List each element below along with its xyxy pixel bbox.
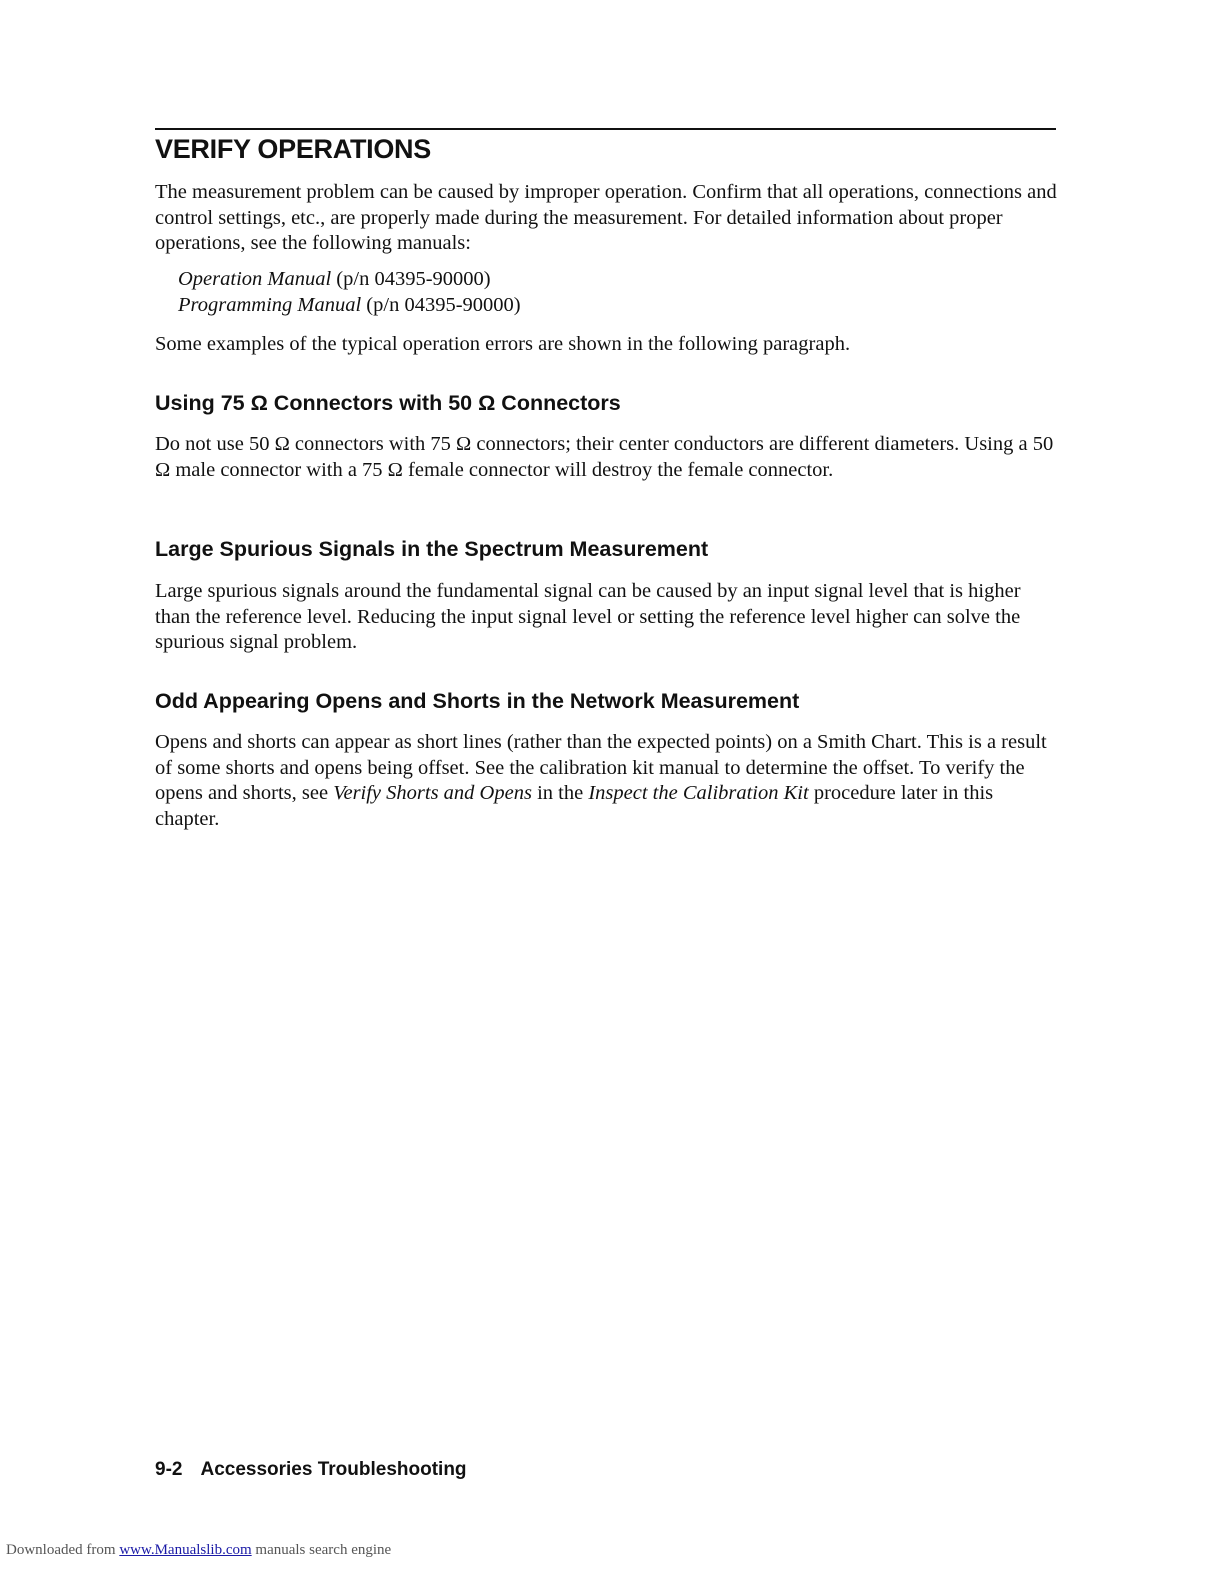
manual-part-number: (p/n 04395-90000) [336,268,491,290]
manual-part-number: (p/n 04395-90000) [366,293,521,316]
page-number: 9-2 [155,1459,183,1480]
body-text: in the [537,782,584,805]
manualslib-link[interactable]: www.Manualslib.com [119,1542,252,1558]
opens-shorts-paragraph [155,730,1060,833]
opens-shorts-heading: Odd Appearing Opens and Shorts in the Network Measurement [155,689,800,713]
spurious-heading: Large Spurious Signals in the Spectrum Measurement [155,537,709,561]
manual-title: Operation Manual [178,268,332,290]
manual-list [178,267,521,318]
body-text: Opens and shorts can appear as short lines (rather than the expected points) on a Smith Chart. This is a result of some shorts and opens being offset. See the calibration kit manual to determine the offset. To verify the opens and shorts, see [155,731,1047,805]
manual-item [178,267,521,293]
section-title: VERIFY OPERATIONS [155,134,431,164]
examples-paragraph: Some examples of the typical operation errors are shown in the following paragraph. [155,333,851,355]
connectors-paragraph: Do not use 50 Ω connectors with 75 Ω connectors; their center conductors are different diameters. Using a 50 Ω male connector with a 75 Ω female connector will destroy the female connector. [155,433,1054,481]
manual-item [178,293,521,319]
page-footer [155,1459,467,1481]
download-notice [6,1542,391,1559]
intro-paragraph: The measurement problem can be caused by improper operation. Confirm that all operations, connections and control settings, etc., are properly made during the measurement. For detailed information about proper operations, see the following manuals: [155,181,1057,255]
reference-verify-shorts: Verify Shorts and Opens [333,782,532,805]
body-text: procedure later in this chapter. [155,782,994,831]
reference-inspect-cal-kit: Inspect the Calibration Kit [588,782,809,805]
spurious-paragraph: Large spurious signals around the fundamental signal can be caused by an input signal level that is higher than the reference level. Reducing the input signal level or setting the reference level higher can solve the spurious signal problem. [155,580,1021,654]
download-prefix: Downloaded from [6,1542,116,1558]
download-suffix: manuals search engine [255,1542,392,1558]
connectors-heading: Using 75 Ω Connectors with 50 Ω Connectors [155,391,621,415]
manual-title: Programming Manual [178,293,362,316]
chapter-title: Accessories Troubleshooting [200,1459,467,1480]
header-rule [155,128,1056,130]
